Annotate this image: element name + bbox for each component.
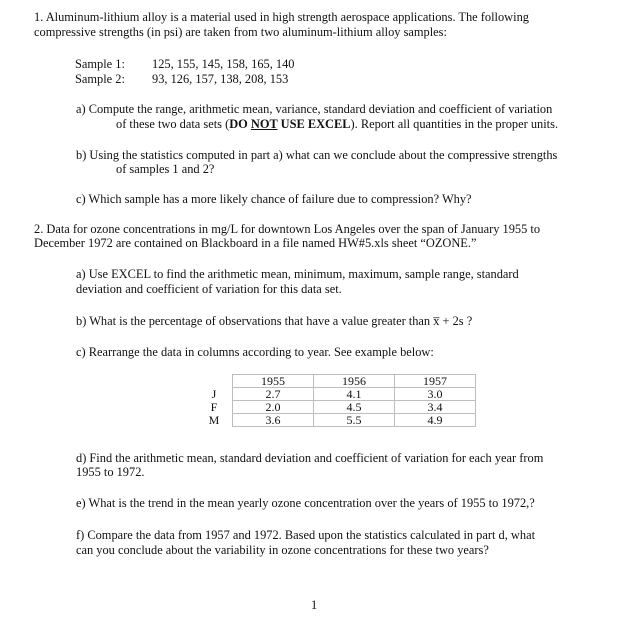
table-cell: 3.4	[395, 401, 476, 414]
q1-part-c: c) Which sample has a more likely chance of failure due to compression? Why?	[76, 192, 472, 206]
q2-part-a-line2: deviation and coefficient of variation for this data set.	[76, 282, 342, 296]
samples-table	[75, 57, 295, 87]
q2-part-f-line1: f) Compare the data from 1957 and 1972. Based upon the statistics calculated in part d, what	[76, 528, 536, 542]
q1-part-b-line2: of samples 1 and 2?	[116, 162, 215, 176]
q2-part-e: e) What is the trend in the mean yearly ozone concentration over the years of 1955 to 1972,?	[76, 496, 535, 510]
table-row	[196, 388, 476, 401]
q1-intro-line2: compressive strengths (in psi) are taken from two aluminum-lithium alloy samples:	[34, 25, 447, 39]
table-row	[196, 414, 476, 427]
q1-part-b-line1: b) Using the statistics computed in part a) what can we conclude about the compressive strengths	[76, 148, 558, 162]
table-year-header: 1955	[233, 375, 314, 388]
sample-label: Sample 2:	[75, 72, 125, 86]
q1-part-a-bold1: DO	[229, 117, 251, 131]
table-month: J	[196, 388, 233, 401]
q1-part-a-bold2: USE EXCEL	[277, 117, 351, 131]
sample-values: 93, 126, 157, 138, 208, 153	[152, 72, 289, 86]
q2-intro-line1: 2. Data for ozone concentrations in mg/L for downtown Los Angeles over the span of January 1955 to	[34, 222, 541, 236]
table-cell: 4.1	[314, 388, 395, 401]
ozone-example-table	[196, 374, 476, 427]
q2-part-b-formula: x̅ + 2s ?	[433, 314, 473, 328]
table-header-row	[196, 375, 476, 388]
table-cell: 4.5	[314, 401, 395, 414]
q1-part-a-not: NOT	[250, 117, 278, 131]
q2-part-f-line2: can you conclude about the variability in ozone concentrations for these two years?	[76, 543, 489, 557]
table-cell: 2.7	[233, 388, 314, 401]
q2-part-b-text: b) What is the percentage of observations that have a value greater than	[76, 314, 434, 328]
table-month: M	[196, 414, 233, 427]
q1-part-a-line1: a) Compute the range, arithmetic mean, variance, standard deviation and coefficient of variation	[76, 102, 553, 116]
q2-part-b	[76, 314, 472, 329]
table-year-header: 1957	[395, 375, 476, 388]
q2-part-d-line1: d) Find the arithmetic mean, standard deviation and coefficient of variation for each year from	[76, 451, 544, 465]
sample-label: Sample 1:	[75, 57, 125, 71]
table-month: F	[196, 401, 233, 414]
q2-part-d-line2: 1955 to 1972.	[76, 465, 145, 479]
sample-row	[75, 72, 295, 87]
q1-part-a-post: ). Report all quantities in the proper units.	[350, 117, 559, 131]
sample-row	[75, 57, 295, 72]
table-corner	[196, 375, 233, 388]
table-cell: 5.5	[314, 414, 395, 427]
page-number: 1	[311, 598, 318, 612]
q2-part-a-line1: a) Use EXCEL to find the arithmetic mean, minimum, maximum, sample range, standard	[76, 267, 519, 281]
sample-values: 125, 155, 145, 158, 165, 140	[152, 57, 295, 71]
table-row	[196, 401, 476, 414]
table-cell: 3.6	[233, 414, 314, 427]
table-cell: 4.9	[395, 414, 476, 427]
q2-intro-line2: December 1972 are contained on Blackboard in a file named HW#5.xls sheet “OZONE.”	[34, 236, 477, 250]
table-cell: 3.0	[395, 388, 476, 401]
table-year-header: 1956	[314, 375, 395, 388]
q1-intro-line1: 1. Aluminum-lithium alloy is a material used in high strength aerospace applications. The following	[34, 10, 529, 24]
q1-part-a-pre: of these two data sets (	[116, 117, 230, 131]
q1-part-a-line2	[116, 117, 558, 132]
table-cell: 2.0	[233, 401, 314, 414]
q2-part-c: c) Rearrange the data in columns according to year. See example below:	[76, 345, 434, 359]
